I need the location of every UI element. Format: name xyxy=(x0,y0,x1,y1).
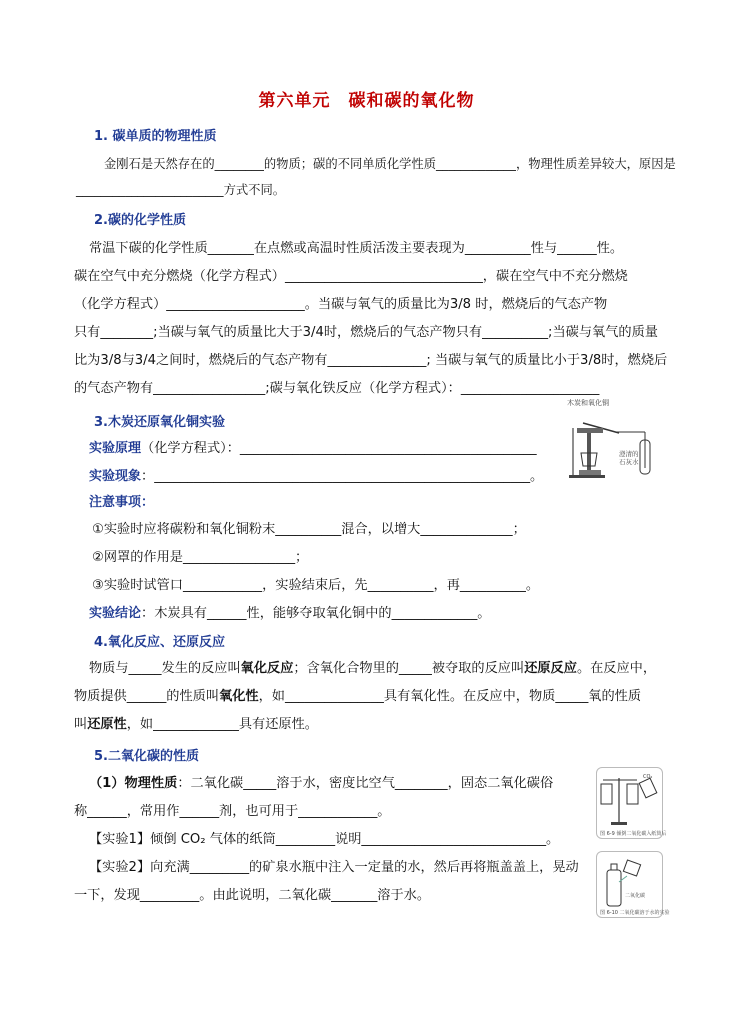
s3-phenomenon xyxy=(89,468,543,486)
s4-l1d: 还原反应 xyxy=(524,661,577,676)
s5-para-1 xyxy=(89,775,553,793)
physical-props-text: ：二氧化碳_____溶于水，密度比空气________，固态二氧化碳俗 xyxy=(177,776,554,791)
s3-note-3: ③实验时试管口____________，实验结束后，先__________，再__________。 xyxy=(92,578,540,593)
s4-l3c: ，如_____________具有还原性。 xyxy=(126,717,318,732)
principle-text: （化学方程式）：_____________________________________________ xyxy=(141,441,537,456)
page-title: 第六单元 碳和碳的氧化物 xyxy=(258,91,475,111)
section-1-heading: 1. 碳单质的物理性质 xyxy=(94,129,217,144)
s4-l2a: 物质提供______的性质叫 xyxy=(74,689,220,704)
s3-note-1: ①实验时应将碳粉和氧化铜粉末__________混合，以增大______________； xyxy=(92,522,526,537)
physical-props-label: （1）物理性质 xyxy=(89,776,178,791)
s3-note-2: ②网罩的作用是_________________； xyxy=(92,550,309,565)
apparatus-title: 木炭和氧化铜 xyxy=(567,399,609,407)
s3-principle xyxy=(89,440,537,458)
s5-experiment-2-cont: 一下，发现_________。由此说明，二氧化碳_______溶于水。 xyxy=(74,888,431,903)
co2-pouring-figure xyxy=(596,767,667,839)
principle-label: 实验原理 xyxy=(89,441,142,456)
s4-l1e: 。在反应中， xyxy=(576,661,657,676)
s2-line-2: 碳在空气中充分燃烧（化学方程式）______________________________，碳在空气中不充分燃烧 xyxy=(74,269,628,284)
section-3-heading: 3.木炭还原氧化铜实验 xyxy=(94,415,225,430)
s4-line-1 xyxy=(89,660,656,678)
fig1-caption: 图 6-9 倾倒二氧化碳入纸筒后 xyxy=(600,831,667,837)
co2-label: CO₂ xyxy=(643,774,653,780)
phenomenon-text: ：_________________________________________________________。 xyxy=(141,469,544,484)
s1-line-1: 金刚石是天然存在的________的物质；碳的不同单质化学性质_____________，物理性质差异较大，原因是 xyxy=(104,157,676,171)
charcoal-apparatus-figure xyxy=(567,398,659,480)
section-5-heading: 5.二氧化碳的性质 xyxy=(94,749,199,764)
notes-label: 注意事项： xyxy=(89,495,155,510)
conclusion-text: ：木炭具有______性，能够夺取氧化铜中的_____________。 xyxy=(141,606,491,621)
fig2-caption: 图 6-10 二氧化碳溶于水的实验 xyxy=(600,910,670,916)
s2-line-3: （化学方程式）_____________________。当碳与氧气的质量比为3/8 时，燃烧后的气态产物 xyxy=(74,297,608,312)
apparatus-drawing xyxy=(567,398,659,480)
conclusion-label: 实验结论 xyxy=(89,606,142,621)
s3-conclusion xyxy=(89,605,490,623)
s2-line-1: 常温下碳的化学性质_______在点燃或高温时性质活泼主要表现为__________性与______性。 xyxy=(89,241,624,256)
s4-l3b: 还原性 xyxy=(87,717,127,732)
s5-experiment-1: 【实验1】倾倒 CO₂ 气体的纸筒_________说明____________________________。 xyxy=(89,832,560,847)
s4-l1b: 氧化反应 xyxy=(240,661,294,676)
s4-line-3 xyxy=(74,716,318,734)
s4-l1c: ；含氧化合物里的_____被夺取的反应叫 xyxy=(293,661,525,676)
s4-l2c: ，如_______________具有氧化性。在反应中，物质_____氧的性质 xyxy=(258,689,642,704)
limewater-label: 澄清的石灰水 xyxy=(619,450,639,466)
section-4-heading: 4.氧化反应、还原反应 xyxy=(94,635,225,650)
s1-line-2: ________________________方式不同。 xyxy=(76,183,286,197)
section-2-heading: 2.碳的化学性质 xyxy=(94,213,186,228)
s4-l2b: 氧化性 xyxy=(219,689,259,704)
phenomenon-label: 实验现象 xyxy=(89,469,142,484)
s2-line-6: 的气态产物有_________________;碳与氧化铁反应（化学方程式）：_____________________ xyxy=(74,381,600,396)
co2-bottle-figure xyxy=(596,851,670,918)
s4-l3a: 叫 xyxy=(74,717,88,732)
bottle-drawing xyxy=(597,852,662,910)
s2-line-5: 比为3/8与3/4之间时，燃烧后的气态产物有_______________; 当碳与氧气的质量比小于3/8时，燃烧后 xyxy=(74,353,668,368)
s5-experiment-2: 【实验2】向充满_________的矿泉水瓶中注入一定量的水，然后再将瓶盖盖上，晃动 xyxy=(89,860,579,875)
s4-l1a: 物质与_____发生的反应叫 xyxy=(89,661,241,676)
s5-para-2: 称______，常用作______剂，也可用于____________。 xyxy=(74,804,391,819)
s4-line-2 xyxy=(74,688,641,706)
co2-bottle-label: 二氧化碳 xyxy=(625,893,646,899)
s2-line-4: 只有________;当碳与氧气的质量比大于3/4时，燃烧后的气态产物只有__________;当碳与氧气的质量 xyxy=(74,325,658,340)
